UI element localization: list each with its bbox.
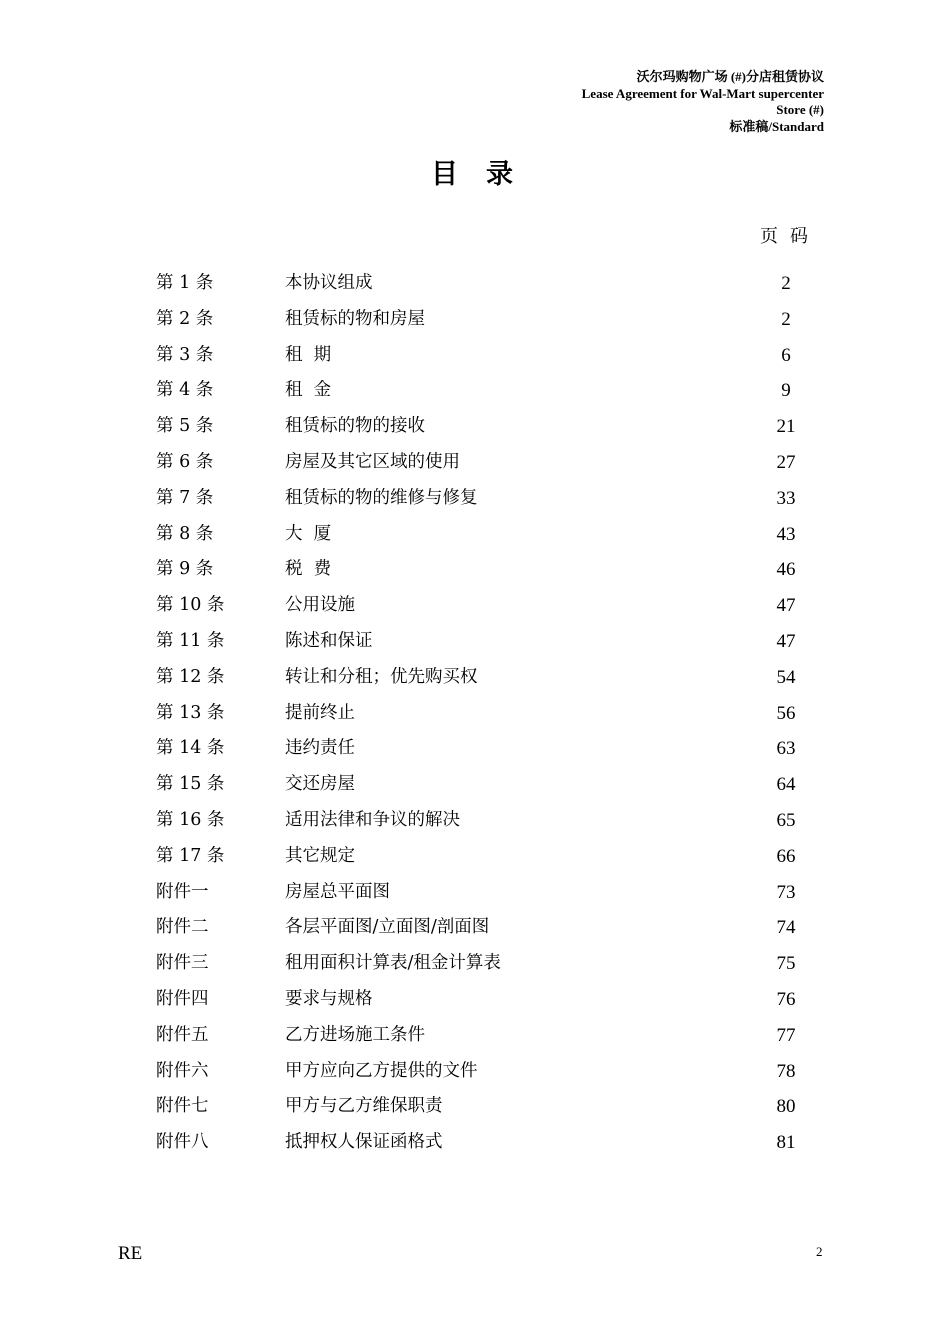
toc-article-number: 附件八 <box>156 1132 209 1153</box>
toc-article-title: 租赁标的物和房屋 <box>285 308 425 329</box>
toc-article-number: 附件五 <box>156 1024 209 1045</box>
page-column-heading: 页码 <box>760 226 820 247</box>
toc-row[interactable] <box>156 338 816 374</box>
toc-article-title: 租 期 <box>285 344 332 365</box>
page-title: 目录 <box>431 159 541 190</box>
toc-row[interactable] <box>156 266 816 302</box>
toc-page-number: 76 <box>776 988 796 1010</box>
toc-page-number: 33 <box>776 487 796 509</box>
toc-page-number: 43 <box>776 523 796 545</box>
toc-article-number: 附件四 <box>156 988 209 1009</box>
toc-row[interactable] <box>156 910 816 946</box>
toc-page-number: 66 <box>776 845 796 867</box>
toc-article-number: 附件三 <box>156 953 209 974</box>
toc-article-number: 第 17 条 <box>156 845 225 866</box>
toc-page-number: 73 <box>776 881 796 903</box>
toc-article-title: 提前终止 <box>285 702 355 723</box>
header-store: Store (#) <box>776 102 824 117</box>
toc-row[interactable] <box>156 875 816 911</box>
toc-article-number: 第 5 条 <box>156 416 214 437</box>
toc-row[interactable] <box>156 1125 816 1161</box>
toc-article-title: 要求与规格 <box>285 988 373 1009</box>
toc-article-title: 税 费 <box>285 559 332 580</box>
toc-article-number: 第 14 条 <box>156 738 225 759</box>
toc-article-title: 本协议组成 <box>285 273 373 293</box>
toc-article-number: 第 13 条 <box>156 702 225 723</box>
toc-article-title: 租赁标的物的维修与修复 <box>285 487 478 508</box>
toc-page-number: 81 <box>776 1132 796 1154</box>
toc-row[interactable] <box>156 481 816 517</box>
toc-article-title: 违约责任 <box>285 738 355 759</box>
toc-page-number: 64 <box>776 774 796 796</box>
toc-article-title: 交还房屋 <box>285 774 355 795</box>
header-title-cn: 沃尔玛购物广场 (#)分店租赁协议 <box>636 69 824 84</box>
toc-row[interactable] <box>156 660 816 696</box>
toc-article-number: 附件七 <box>156 1096 209 1117</box>
toc-row[interactable] <box>156 445 816 481</box>
toc-row[interactable] <box>156 803 816 839</box>
header-title-en: Lease Agreement for Wal-Mart supercenter <box>581 85 824 101</box>
toc-page-number: 27 <box>776 451 796 473</box>
toc-article-title: 甲方应向乙方提供的文件 <box>285 1060 478 1081</box>
toc-row[interactable] <box>156 1089 816 1125</box>
toc-article-title: 大 厦 <box>285 523 332 544</box>
toc-row[interactable] <box>156 1054 816 1090</box>
toc-article-number: 第 8 条 <box>156 523 214 544</box>
toc-page-number: 9 <box>781 380 791 402</box>
toc-row[interactable] <box>156 946 816 982</box>
toc-row[interactable] <box>156 696 816 732</box>
toc-row[interactable] <box>156 839 816 875</box>
toc-article-number: 第 16 条 <box>156 809 225 830</box>
toc-page-number: 65 <box>776 809 796 831</box>
toc-page-number: 80 <box>776 1096 796 1118</box>
toc-row[interactable] <box>156 624 816 660</box>
toc-article-number: 第 1 条 <box>156 273 214 293</box>
toc-article-number: 第 10 条 <box>156 595 225 616</box>
toc-article-number: 附件二 <box>156 917 209 938</box>
table-of-contents <box>156 266 816 1161</box>
document-header <box>582 69 824 135</box>
toc-article-number: 第 15 条 <box>156 774 225 795</box>
toc-article-number: 第 3 条 <box>156 344 214 365</box>
toc-page-number: 56 <box>776 702 796 724</box>
toc-article-title: 适用法律和争议的解决 <box>285 809 460 830</box>
toc-article-title: 公用设施 <box>285 595 355 616</box>
toc-page-number: 21 <box>776 416 796 438</box>
toc-article-title: 乙方进场施工条件 <box>285 1024 425 1045</box>
toc-page-number: 2 <box>781 273 791 294</box>
toc-article-title: 甲方与乙方维保职责 <box>285 1096 443 1117</box>
toc-row[interactable] <box>156 588 816 624</box>
toc-page-number: 74 <box>776 917 796 939</box>
toc-row[interactable] <box>156 409 816 445</box>
toc-page-number: 75 <box>776 953 796 975</box>
toc-row[interactable] <box>156 731 816 767</box>
toc-article-number: 第 9 条 <box>156 559 214 580</box>
toc-article-title: 转让和分租；优先购买权 <box>285 666 478 687</box>
toc-row[interactable] <box>156 1018 816 1054</box>
toc-article-number: 第 2 条 <box>156 308 214 329</box>
toc-article-title: 其它规定 <box>285 845 355 866</box>
toc-row[interactable] <box>156 302 816 338</box>
toc-row[interactable] <box>156 517 816 553</box>
toc-article-number: 第 11 条 <box>156 630 225 651</box>
toc-page-number: 77 <box>776 1024 796 1046</box>
toc-article-title: 租 金 <box>285 380 332 401</box>
toc-article-title: 抵押权人保证函格式 <box>285 1132 443 1153</box>
toc-page-number: 46 <box>776 559 796 581</box>
toc-article-number: 第 4 条 <box>156 380 214 401</box>
toc-page-number: 2 <box>781 308 791 330</box>
footer-label: RE <box>118 1243 143 1264</box>
toc-page-number: 54 <box>776 666 796 688</box>
toc-article-title: 房屋总平面图 <box>285 881 390 902</box>
toc-article-title: 租用面积计算表/租金计算表 <box>285 953 501 974</box>
toc-article-number: 第 7 条 <box>156 487 214 508</box>
toc-row[interactable] <box>156 982 816 1018</box>
toc-article-title: 租赁标的物的接收 <box>285 416 425 437</box>
toc-page-number: 6 <box>781 344 791 366</box>
toc-article-title: 陈述和保证 <box>285 630 373 651</box>
toc-row[interactable] <box>156 373 816 409</box>
footer-page-number: 2 <box>816 1244 823 1259</box>
header-standard: 标准稿/Standard <box>729 118 824 134</box>
toc-article-title: 各层平面图/立面图/剖面图 <box>285 917 490 938</box>
toc-page-number: 63 <box>776 738 796 760</box>
toc-article-number: 第 6 条 <box>156 451 214 472</box>
toc-row[interactable] <box>156 767 816 803</box>
toc-row[interactable] <box>156 552 816 588</box>
toc-page-number: 47 <box>776 630 796 652</box>
toc-article-number: 附件六 <box>156 1060 209 1081</box>
toc-article-number: 附件一 <box>156 881 209 902</box>
toc-page-number: 47 <box>776 595 796 617</box>
toc-page-number: 78 <box>776 1060 796 1082</box>
toc-article-title: 房屋及其它区域的使用 <box>285 451 460 472</box>
toc-article-number: 第 12 条 <box>156 666 225 687</box>
